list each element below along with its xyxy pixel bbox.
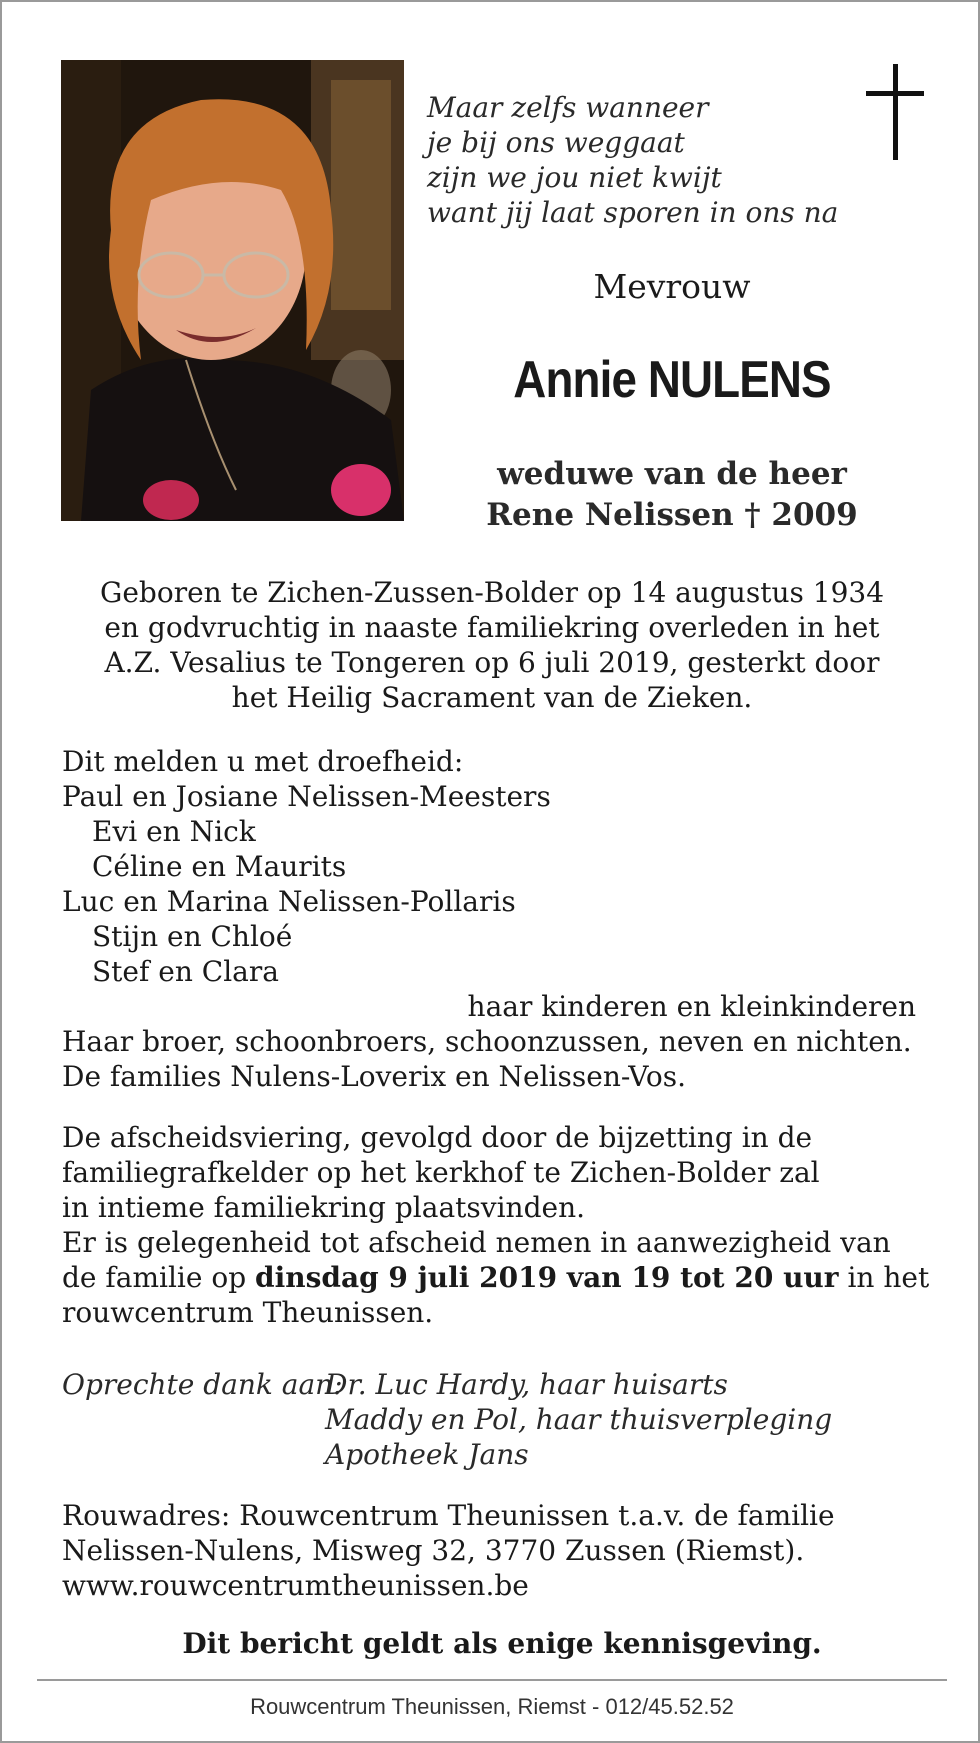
poem-line: je bij ons weggaat xyxy=(427,126,685,159)
divider xyxy=(37,1679,947,1681)
deceased-name: Annie NULENS xyxy=(513,351,831,409)
visitation-time: dinsdag 9 juli 2019 van 19 tot 20 uur xyxy=(255,1261,839,1294)
family-grandchild: Evi en Nick xyxy=(92,815,256,848)
text-line: familiegrafkelder op het kerkhof te Zichen-Bolder zal xyxy=(62,1156,820,1189)
poem-line: Maar zelfs wanneer xyxy=(427,91,709,124)
family-list xyxy=(62,744,942,1094)
family-grandchild: Stef en Clara xyxy=(92,955,279,988)
thanks-item: Apotheek Jans xyxy=(325,1438,529,1471)
birth-death-details xyxy=(62,575,922,715)
poem-line: want jij laat sporen in ons na xyxy=(427,196,839,229)
visitation-line xyxy=(62,1260,942,1295)
family-relation: haar kinderen en kleinkinderen xyxy=(467,990,916,1023)
text-line: A.Z. Vesalius te Tongeren op 6 juli 2019, gesterkt door xyxy=(104,646,880,679)
family-intro: Dit melden u met droefheid: xyxy=(62,745,464,778)
footer-contact: Rouwcentrum Theunissen, Riemst - 012/45.52.52 xyxy=(250,1694,734,1719)
family-child: Paul en Josiane Nelissen-Meesters xyxy=(62,780,551,813)
widow-line: weduwe van de heer xyxy=(497,456,847,492)
honorific: Mevrouw xyxy=(593,267,751,306)
spouse-line: Rene Nelissen † 2009 xyxy=(486,497,858,533)
portrait-photo xyxy=(61,60,404,521)
thanks-label: Oprechte dank aan: xyxy=(62,1368,343,1401)
website-link[interactable]: www.rouwcentrumtheunissen.be xyxy=(62,1569,529,1602)
family-siblings: Haar broer, schoonbroers, schoonzussen, neven en nichten. xyxy=(62,1025,912,1058)
text-line: in intieme familiekring plaatsvinden. xyxy=(62,1191,586,1224)
family-grandchild: Stijn en Chloé xyxy=(92,920,293,953)
text-line: Er is gelegenheid tot afscheid nemen in aanwezigheid van xyxy=(62,1226,891,1259)
family-grandchild: Céline en Maurits xyxy=(92,850,347,883)
mourning-address xyxy=(62,1498,942,1603)
thanks-item: Dr. Luc Hardy, haar huisarts xyxy=(325,1368,728,1401)
text-segment: de familie op xyxy=(62,1261,256,1294)
text-line: Nelissen-Nulens, Misweg 32, 3770 Zussen (Riemst). xyxy=(62,1534,805,1567)
text-line: rouwcentrum Theunissen. xyxy=(62,1296,434,1329)
text-line: De afscheidsviering, gevolgd door de bijzetting in de xyxy=(62,1121,813,1154)
family-child: Luc en Marina Nelissen-Pollaris xyxy=(62,885,516,918)
ceremony-details xyxy=(62,1120,942,1330)
notice-statement: Dit bericht geldt als enige kennisgeving. xyxy=(182,1627,822,1660)
family-families: De families Nulens-Loverix en Nelissen-Vos. xyxy=(62,1060,687,1093)
text-line: en godvruchtig in naaste familiekring overleden in het xyxy=(104,611,880,644)
thanks-item: Maddy en Pol, haar thuisverpleging xyxy=(325,1403,833,1436)
poem-line: zijn we jou niet kwijt xyxy=(427,161,722,194)
text-line: het Heilig Sacrament van de Zieken. xyxy=(231,681,753,714)
text-line: Rouwadres: Rouwcentrum Theunissen t.a.v. de familie xyxy=(62,1499,835,1532)
text-line: Geboren te Zichen-Zussen-Bolder op 14 augustus 1934 xyxy=(99,576,885,609)
memorial-poem xyxy=(427,90,839,230)
widow-of xyxy=(432,454,912,536)
text-segment: in het xyxy=(838,1261,930,1294)
cross-icon xyxy=(866,64,924,160)
